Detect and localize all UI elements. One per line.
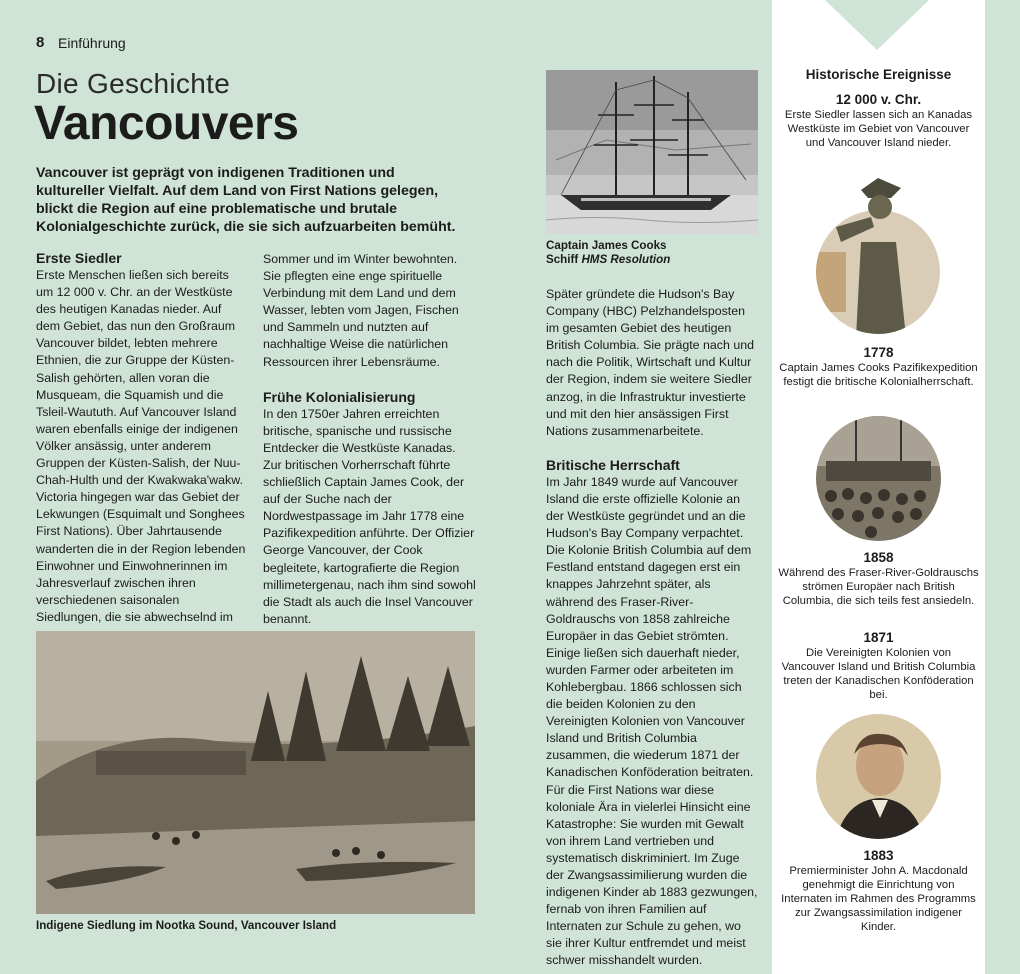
cook-statue-image <box>816 172 941 337</box>
event-text: Die Vereinigten Kolonien von Vancouver Island und British Columbia treten der Kanadischen Konföderation bei. <box>781 647 976 701</box>
event-text: Premierminister John A. Macdonald genehmigt die Einrichtung von Internaten im Rahmen des Programms zur Zwangsassimilation indigener Kinder. <box>781 865 976 933</box>
timeline-event <box>778 630 979 702</box>
sidebar-notch <box>825 0 929 50</box>
timeline-event <box>778 550 979 608</box>
text-fruehe-kolonialisierung: In den 1750er Jahren erreichten britische, spanische und russische Entdecker die Westküste Kanadas. Zur britischen Vorherrschaft führte schließlich Captain James Cook, der auf der Suche nach der Nordwestpassage im Jahr 1778 eine Pazifikexpedition anführte. Der Offizier George Vancouver, der Cook begleitete, kartografierte die Region millimetergenau, nach ihm sind sowohl die Stadt als auch die Insel Vancouver benannt. <box>263 406 476 626</box>
column-2 <box>263 251 476 628</box>
timeline-event <box>778 92 979 150</box>
ship-caption-prefix: Schiff <box>546 253 582 266</box>
event-text: Während des Fraser-River-Goldrauschs strömen Europäer nach British Columbia, die sich teils fest ansiedeln. <box>778 567 979 607</box>
macdonald-portrait-image <box>816 714 941 839</box>
intro-paragraph: Vancouver ist geprägt von indigenen Traditionen und kultureller Vielfalt. Auf dem Land von First Nations gelegen, blickt die Region auf eine problematische und brutale Kolonialgeschichte zurück, die sie sich aufzuarbeiten bemüht. <box>36 165 456 235</box>
ship-caption-name: HMS Resolution <box>581 253 671 266</box>
page-title: Vancouvers <box>34 97 299 150</box>
text-erste-siedler-cont: Sommer und im Winter bewohnten. Sie pflegten eine enge spirituelle Verbindung mit dem Land und dem Wasser, lebten vom Jagen, Fischen und Sammeln und nutzten auf nachhaltige Weise die natürlichen Ressourcen ihrer Lebensräume. <box>263 252 459 369</box>
event-text: Captain James Cooks Pazifikexpedition festigt die britische Kolonialherrschaft. <box>779 362 978 388</box>
text-hbc: Später gründete die Hudson's Bay Company (HBC) Pelzhandelsposten im gesamten Gebiet des heutigen British Columbia. Sie prägte nach und nach die Politik, Wirtschaft und Kultur der Region, indem sie weitere Siedler anzog, in die Infrastruktur investierte und mit den hier ansässigen First Nations zusammenarbeitete. <box>546 287 755 438</box>
heading-fruehe-kolonialisierung: Frühe Kolonialisierung <box>263 388 416 405</box>
text-britische-herrschaft: Im Jahr 1849 wurde auf Vancouver Island die erste offizielle Kolonie an der Westküste gegründet und an die Hudson's Bay Company verpachtet. Die Kolonie British Columbia auf dem Festland entstand dagegen erst ein knappes Jahrzehnt später, als während des Fraser-River-Goldrauschs von 1858 zahlreiche Europäer in das Gebiet strömten. Einige ließen sich dauerhaft nieder, wurden Farmer oder arbeiteten im Kohlebergbau. 1866 schlossen sich die beiden Kolonien zu den Vereinigten Kolonien von Vancouver Island und British Columbia zusammen, die wiederum 1871 der Kanadischen Konföderation beitraten. Für die First Nations war diese koloniale Ära in vielerlei Hinsicht eine Katastrophe: Sie wurden mit Gewalt von ihrem Land vertrieben und systematisch diskriminiert. Im Zuge der Zwangsassimilierung wurden die indigenen Kinder ab 1883 gezwungen, fernab von ihren Familien auf Internaten zur Schule zu gehen, wo sie ihrer Kultur entfremdet und meist schwer misshandelt wurden. <box>546 474 758 968</box>
text-erste-siedler: Erste Menschen ließen sich bereits um 12 000 v. Chr. an der Westküste des heutigen Kanadas nieder. Auf dem Gebiet, das nun den Großraum Vancouver bildet, lebten mehrere Ethnien, die zur Gruppe der Küsten-Salish gehörten, allen voran die Musqueam, die Squamish und die Tsleil-Waututh. Auf Vancouver Island waren ebenfalls einige der indigenen Völker ansässig, unter anderem Gruppen der Küsten-Salish, der Nuu-Chah-Hulth und der Kwakwaka'wakw. Victoria hingegen war das Gebiet der Lekwungen (Esquimalt und Songhees First Nations). Über Jahrtausende wanderten die in der Region lebenden Einwohner und Einwohnerinnen im Jahresverlauf zwischen ihren verschiedenen saisonalen Siedlungen, die sie abwechselnd im <box>36 268 246 624</box>
settlement-caption: Indigene Siedlung im Nootka Sound, Vancouver Island <box>36 919 337 932</box>
page-number: 8 <box>36 34 45 51</box>
heading-britische-herrschaft: Britische Herrschaft <box>546 456 680 473</box>
section-label: Einführung <box>58 35 126 51</box>
event-year: 1778 <box>863 345 894 360</box>
title-line-1: Die Geschichte <box>36 68 231 99</box>
ship-caption-line-1: Captain James Cooks <box>546 239 667 252</box>
sidebar-title: Historische Ereignisse <box>805 67 952 82</box>
heading-erste-siedler: Erste Siedler <box>36 250 122 266</box>
timeline-event <box>778 848 979 934</box>
column-1 <box>36 249 248 626</box>
event-year: 1858 <box>863 550 894 565</box>
event-year: 1883 <box>863 848 894 863</box>
column-3 <box>546 286 758 970</box>
event-year: 1871 <box>863 630 894 645</box>
ship-image <box>546 70 758 234</box>
timeline-event <box>778 345 979 389</box>
goldrush-crowd-image <box>816 416 941 541</box>
event-year: 12 000 v. Chr. <box>835 92 922 107</box>
ship-caption <box>546 239 758 267</box>
event-text: Erste Siedler lassen sich an Kanadas Westküste im Gebiet von Vancouver und Vancouver Island nieder. <box>784 109 973 149</box>
settlement-image <box>36 631 475 914</box>
